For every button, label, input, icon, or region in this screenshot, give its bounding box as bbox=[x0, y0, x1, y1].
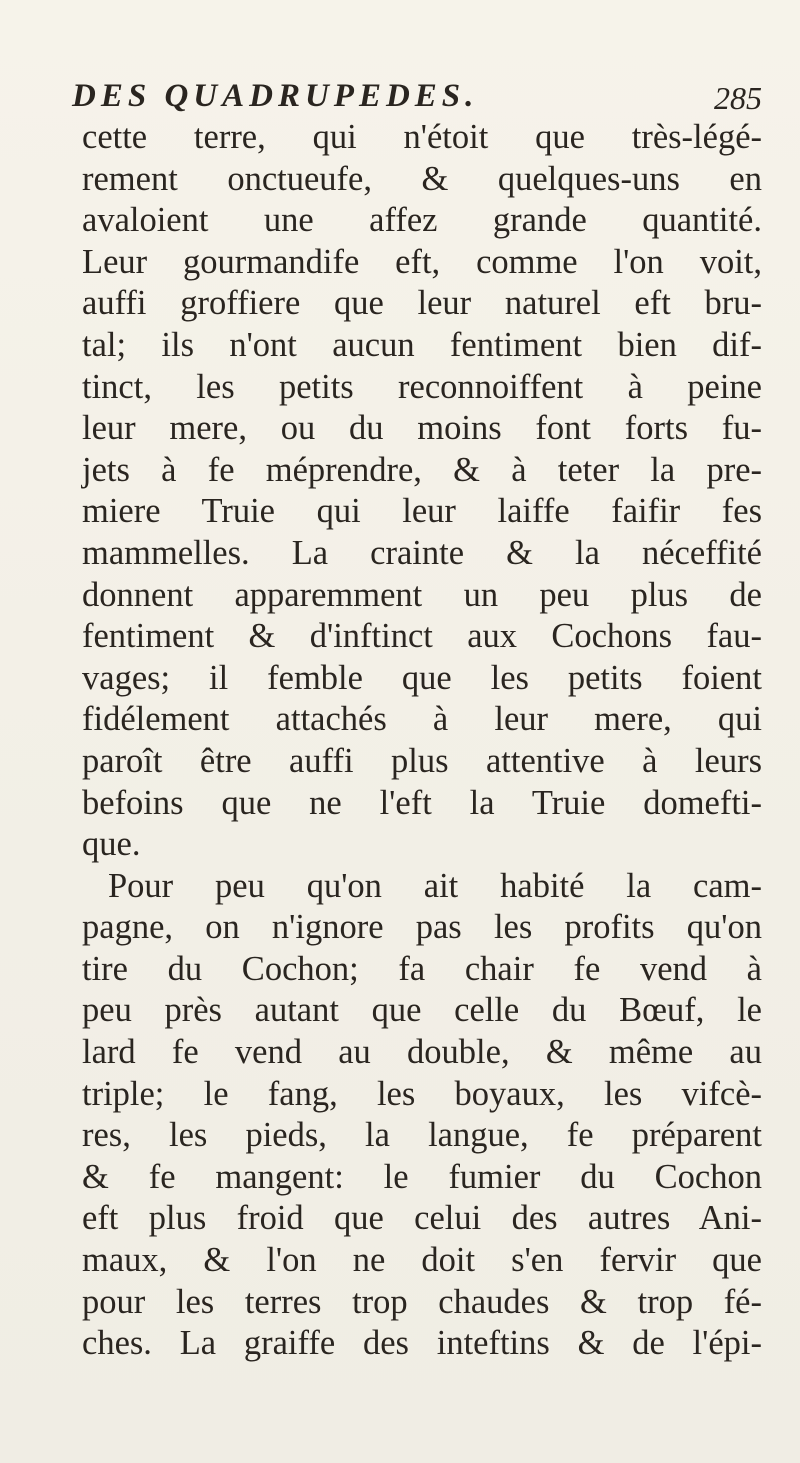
text-line: tal; ils n'ont aucun fentiment bien dif- bbox=[82, 325, 762, 364]
text-line: ches. La graiffe des inteftins & de l'épi- bbox=[82, 1324, 762, 1363]
text-line: avaloient une affez grande quantité. bbox=[82, 201, 762, 240]
text-line: maux, & l'on ne doit s'en fervir que bbox=[82, 1241, 762, 1280]
text-line: pour les terres trop chaudes & trop fé- bbox=[82, 1282, 762, 1321]
text-line: paroît être auffi plus attentive à leurs bbox=[82, 741, 762, 780]
text-line: peu près autant que celle du Bœuf, le bbox=[82, 991, 762, 1030]
text-line: donnent apparemment un peu plus de bbox=[82, 575, 762, 614]
text-line: triple; le fang, les boyaux, les vifcè- bbox=[82, 1074, 762, 1113]
text-line: auffi groffiere que leur naturel eft bru- bbox=[82, 284, 762, 323]
running-title: DES QUADRUPEDES. bbox=[72, 78, 479, 114]
page-number: 285 bbox=[714, 80, 762, 116]
text-line: rement onctueufe, & quelques-uns en bbox=[82, 159, 762, 198]
text-line: tire du Cochon; fa chair fe vend à bbox=[82, 949, 762, 988]
text-line: Leur gourmandife eft, comme l'on voit, bbox=[82, 242, 762, 281]
body-text bbox=[82, 117, 762, 1365]
text-line: cette terre, qui n'étoit que très-légé- bbox=[82, 118, 762, 156]
text-line: lard fe vend au double, & même au bbox=[82, 1033, 762, 1072]
text-line: Pour peu qu'on ait habité la cam- bbox=[108, 866, 762, 905]
text-line: eft plus froid que celui des autres Ani- bbox=[82, 1199, 762, 1238]
text-line: befoins que ne l'eft la Truie domefti- bbox=[82, 783, 762, 822]
text-line: jets à fe méprendre, & à teter la pre- bbox=[82, 450, 762, 489]
text-line: res, les pieds, la langue, fe préparent bbox=[82, 1116, 762, 1155]
text-line: mammelles. La crainte & la néceffité bbox=[82, 533, 762, 572]
text-line: & fe mangent: le fumier du Cochon bbox=[82, 1157, 762, 1196]
text-line: miere Truie qui leur laiffe faifir fes bbox=[82, 492, 762, 531]
text-line: vages; il femble que les petits foient bbox=[82, 658, 762, 697]
text-line: pagne, on n'ignore pas les profits qu'on bbox=[82, 908, 762, 947]
text-line: fentiment & d'inftinct aux Cochons fau- bbox=[82, 617, 762, 656]
text-line: tinct, les petits reconnoiffent à peine bbox=[82, 367, 762, 406]
text-line: fidélement attachés à leur mere, qui bbox=[82, 700, 762, 739]
text-line: que. bbox=[82, 825, 141, 864]
text-line: leur mere, ou du moins font forts fu- bbox=[82, 409, 762, 448]
